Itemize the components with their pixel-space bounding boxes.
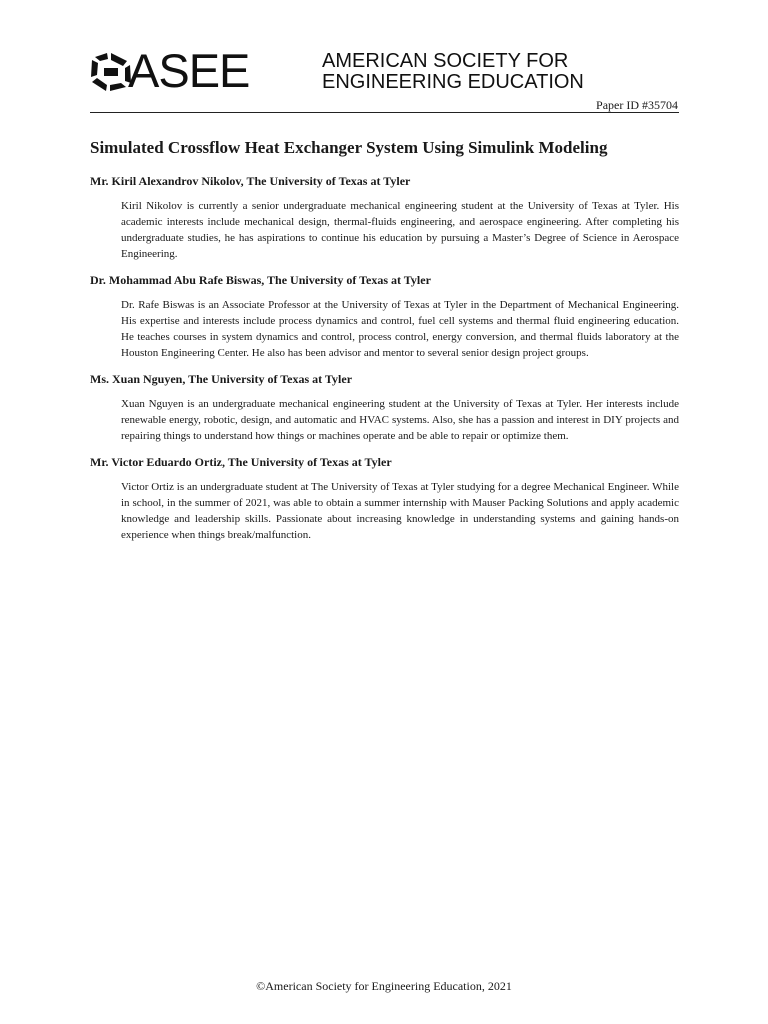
author-name: Dr. Mohammad Abu Rafe Biswas, The University of Texas at Tyler xyxy=(90,273,431,287)
author-name: Mr. Victor Eduardo Ortiz, The University of Texas at Tyler xyxy=(90,455,392,469)
paper-id: Paper ID #35704 xyxy=(596,98,678,112)
header-divider xyxy=(90,112,679,113)
author-bio: Kiril Nikolov is currently a senior undergraduate mechanical engineering student at the University of Texas at Tyler. His academic interests include mechanical design, thermal-fluids engineering, and aerospace engineering. After completing his undergraduate studies, he has aspirations to continue his education by pursuing a Master’s Degree of Science in Aerospace Engineering. xyxy=(121,200,679,260)
paper-title: Simulated Crossflow Heat Exchanger System Using Simulink Modeling xyxy=(90,138,608,157)
author-entry xyxy=(90,173,679,262)
asee-logo-icon xyxy=(90,52,132,92)
society-name-line1: AMERICAN SOCIETY FOR xyxy=(322,50,569,72)
author-bio: Victor Ortiz is an undergraduate student at The University of Texas at Tyler studying for a degree Mechanical Engineer. While in school, in the summer of 2021, was able to obtain a summer internship with Mauser Packing Solutions and apply academic knowledge and leadership skills. Passionate about increasing knowledge in understanding systems and gaining hands-on experience when things break/malfunction. xyxy=(121,481,679,541)
author-bio: Dr. Rafe Biswas is an Associate Professor at the University of Texas at Tyler in the Department of Mechanical Engineering. His expertise and interests include process dynamics and control, fuel cell systems and thermal fluid engineering education. He teaches courses in system dynamics and control, process control, energy conversion, and thermal fluids laboratory at the Houston Engineering Center. He also has been advisor and mentor to several senior design project groups. xyxy=(121,299,679,359)
copyright-footer: ©American Society for Engineering Education, 2021 xyxy=(256,979,512,993)
author-bio: Xuan Nguyen is an undergraduate mechanical engineering student at the University of Texas at Tyler. Her interests include renewable energy, robotic, design, and automatic and HVAC systems. Also, she has a passion and interest in DIY projects and repairing things to understand how things or machines operate and be able to repair or optimize them. xyxy=(121,398,679,442)
author-entry xyxy=(90,272,679,361)
author-name: Ms. Xuan Nguyen, The University of Texas at Tyler xyxy=(90,372,353,386)
asee-header xyxy=(90,44,680,97)
society-name xyxy=(322,51,584,93)
author-name: Mr. Kiril Alexandrov Nikolov, The University of Texas at Tyler xyxy=(90,174,411,188)
author-entry xyxy=(90,454,679,543)
asee-wordmark: ASEE xyxy=(128,44,250,97)
society-name-line2: ENGINEERING EDUCATION xyxy=(322,71,584,93)
author-entry xyxy=(90,371,679,444)
author-list xyxy=(90,173,679,553)
